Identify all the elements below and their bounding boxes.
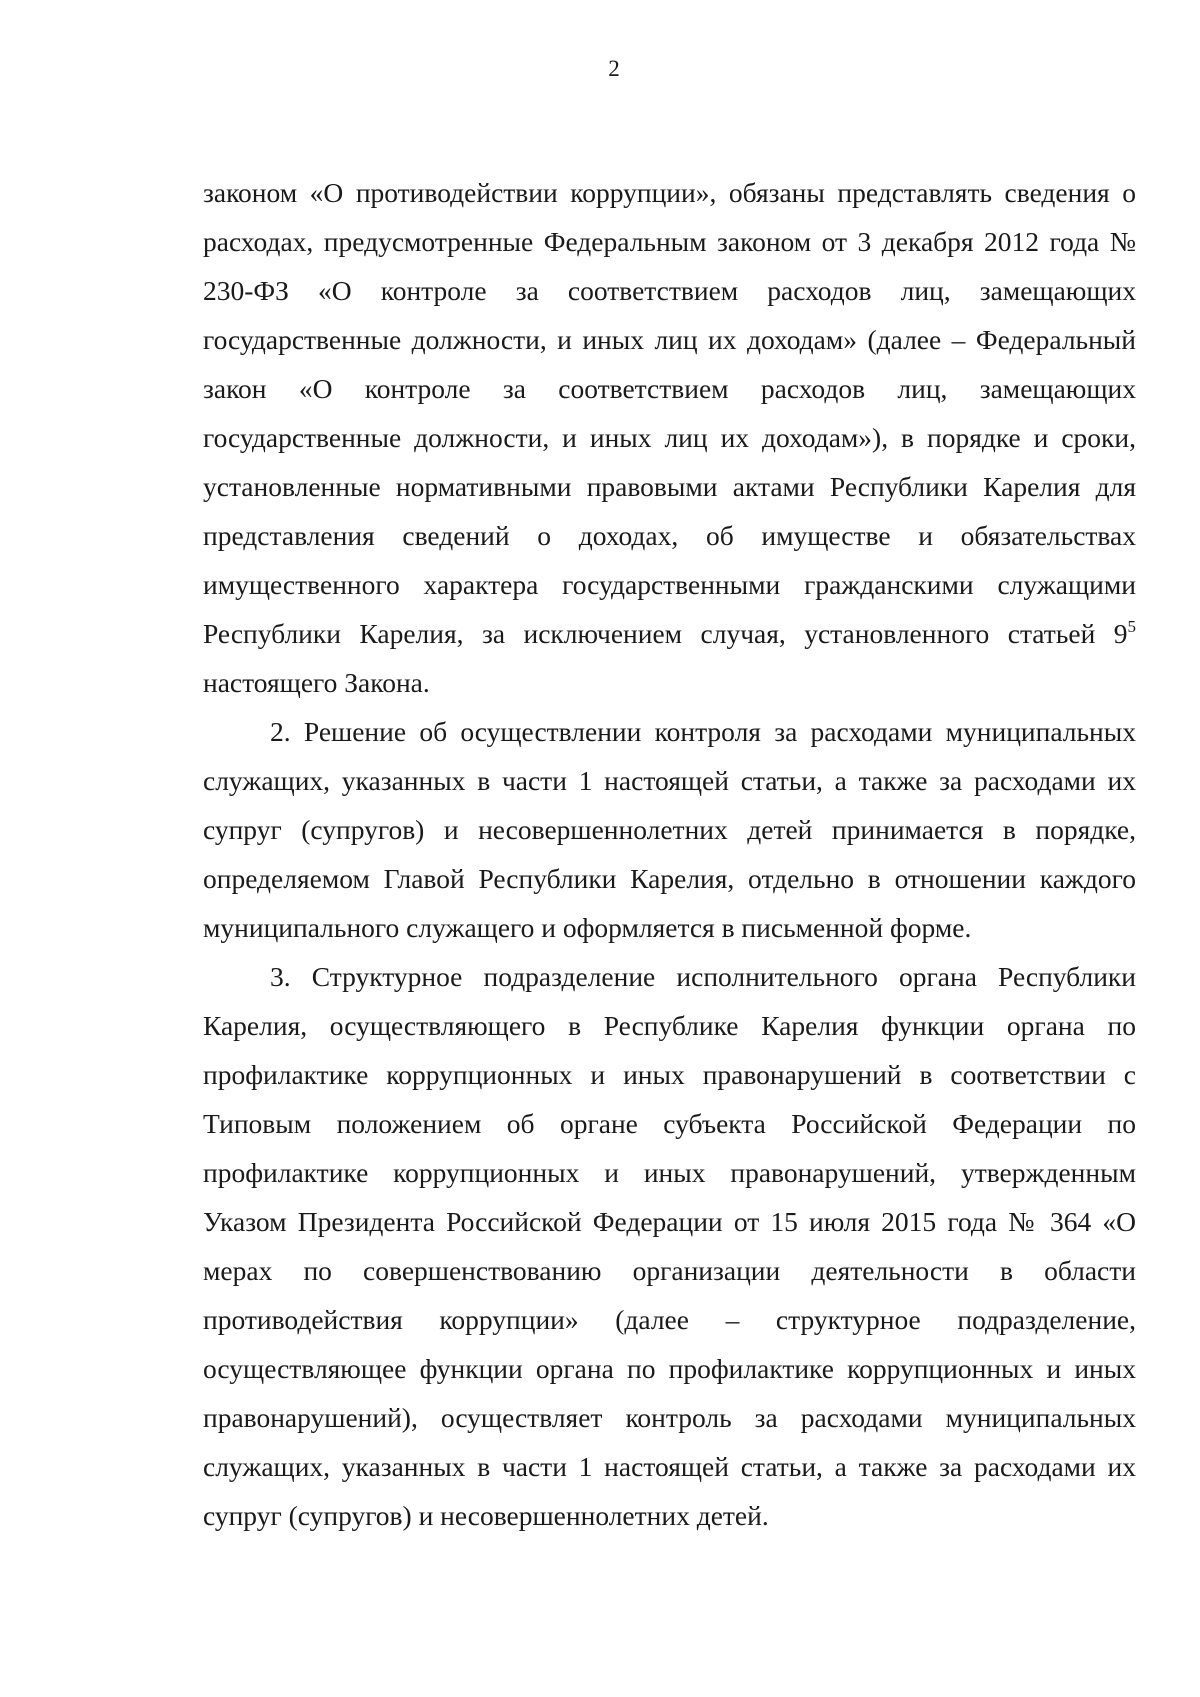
paragraph-text: законом «О противодействии коррупции», обязаны представлять сведения о расходах, предусмотренные Федеральным законом от 3 декабря 2012 года № 230-ФЗ «О контроле за соответствием расходов лиц, замещающих государственные должности, и иных лиц их доходам» (далее – Федеральный закон «О контроле за соответствием расходов лиц, замещающих государственные должности, и иных лиц их доходам»), в порядке и сроки, установленные нормативными правовыми актами Республики Карелия для представления сведений о доходах, об имуществе и обязательствах имущественного характера государственными гражданскими служащими Республики Карелия, за исключением случая, установленного статьей 9 (203, 177, 1136, 649)
page-number: 2 (608, 56, 620, 81)
paragraph-continuation (203, 168, 1136, 707)
paragraph-3: 3. Структурное подразделение исполнительного органа Республики Карелия, осуществляющего в Республике Карелия функции органа по профилактике коррупционных и иных правонарушений в соответствии с Типовым положением об органе субъекта Российской Федерации по профилактике коррупционных и иных правонарушений, утвержденным Указом Президента Российской Федерации от 15 июля 2015 года № 364 «О мерах по совершенствованию организации деятельности в области противодействия коррупции» (далее – структурное подразделение, осуществляющее функции органа по профилактике коррупционных и иных правонарушений), осуществляет контроль за расходами муниципальных служащих, указанных в части 1 настоящей статьи, а также за расходами их супруг (супругов) и несовершеннолетних детей. (203, 961, 1136, 1531)
paragraph-text-end: настоящего Закона. (203, 667, 430, 698)
paragraph-2: 2. Решение об осуществлении контроля за расходами муниципальных служащих, указанных в части 1 настоящей статьи, а также за расходами их супруг (супругов) и несовершеннолетних детей принимается в порядке, определяемом Главой Республики Карелия, отдельно в отношении каждого муниципального служащего и оформляется в письменной форме. (203, 716, 1136, 943)
document-body (203, 168, 1136, 1540)
superscript: 5 (1127, 617, 1136, 636)
